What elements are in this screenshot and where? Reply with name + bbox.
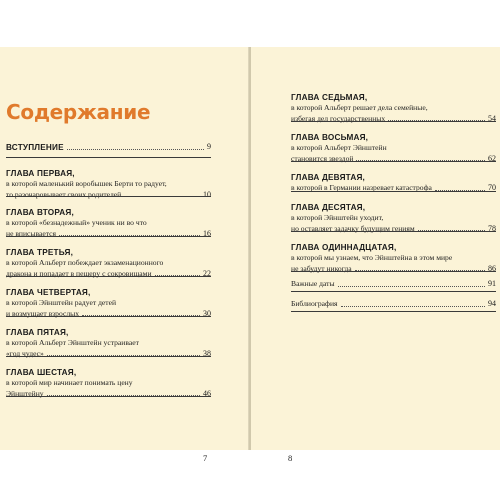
chapter-heading: ГЛАВА ДЕСЯТАЯ, bbox=[291, 203, 366, 212]
chapter-heading: ГЛАВА СЕДЬМАЯ, bbox=[291, 93, 368, 102]
toc-line bbox=[291, 213, 496, 224]
entry-divider bbox=[291, 191, 496, 192]
chapter-description: не забудут никогда bbox=[291, 263, 352, 273]
toc-line bbox=[291, 264, 496, 275]
toc-line bbox=[6, 142, 211, 153]
toc-line bbox=[291, 143, 496, 154]
chapter-heading: ГЛАВА ВТОРАЯ, bbox=[6, 208, 74, 217]
chapter-heading: ГЛАВА ПЯТАЯ, bbox=[6, 328, 69, 337]
toc-line bbox=[6, 378, 211, 389]
entry-divider bbox=[6, 316, 211, 317]
entry-divider bbox=[6, 157, 211, 158]
dot-leader bbox=[338, 286, 485, 287]
toc-entry[interactable] bbox=[291, 242, 496, 274]
page-ref: 94 bbox=[488, 299, 496, 308]
toc-line bbox=[291, 114, 496, 125]
toc-line bbox=[291, 299, 496, 310]
page-ref: 91 bbox=[488, 279, 496, 288]
left-page bbox=[0, 47, 249, 463]
chapter-description: в которой Альберт побеждает экзаменационного bbox=[6, 258, 164, 267]
toc-line bbox=[291, 253, 496, 264]
chapter-description: в которой Эйнштейн уходит, bbox=[291, 213, 384, 222]
page-number-left: 7 bbox=[203, 453, 208, 463]
entry-divider bbox=[291, 231, 496, 232]
page-ref: 86 bbox=[488, 263, 496, 273]
chapter-description: Библиография bbox=[291, 299, 338, 308]
toc-line bbox=[6, 309, 211, 320]
toc-line bbox=[6, 338, 211, 349]
toc-entry[interactable] bbox=[6, 247, 211, 279]
chapter-description: то разочаровывает своих родителей bbox=[6, 189, 122, 199]
chapter-description: избегая дел государственных bbox=[291, 113, 386, 123]
toc-entry[interactable] bbox=[291, 132, 496, 164]
page-ref: 38 bbox=[203, 348, 211, 358]
chapter-description: в которой «безнадежный» ученик ни во что bbox=[6, 218, 147, 227]
chapter-heading: ГЛАВА ТРЕТЬЯ, bbox=[6, 248, 74, 257]
toc-entry[interactable] bbox=[291, 279, 496, 290]
entry-divider bbox=[6, 356, 211, 357]
page-ref: 62 bbox=[488, 153, 496, 163]
chapter-description: дракона и попадает в пещеру с сокровищами bbox=[6, 268, 152, 278]
page-ref: 16 bbox=[203, 228, 211, 238]
toc-line bbox=[291, 183, 496, 194]
chapter-heading: ГЛАВА ЧЕТВЕРТАЯ, bbox=[6, 288, 91, 297]
toc-line bbox=[6, 190, 211, 201]
toc-entry[interactable] bbox=[291, 92, 496, 124]
toc-line bbox=[6, 349, 211, 360]
chapter-description: не вписывается bbox=[6, 228, 57, 238]
entry-divider bbox=[291, 121, 496, 122]
toc-entry[interactable] bbox=[291, 202, 496, 234]
entry-divider bbox=[6, 196, 211, 197]
chapter-heading: ГЛАВА ШЕСТАЯ, bbox=[6, 368, 77, 377]
entry-divider bbox=[291, 291, 496, 292]
page-ref: 78 bbox=[488, 223, 496, 233]
chapter-heading: ГЛАВА ОДИННАДЦАТАЯ, bbox=[291, 243, 397, 252]
chapter-heading: ГЛАВА ДЕВЯТАЯ, bbox=[291, 173, 366, 182]
toc-line bbox=[6, 218, 211, 229]
dot-leader bbox=[67, 149, 204, 150]
entry-divider bbox=[6, 276, 211, 277]
toc-line bbox=[6, 258, 211, 269]
chapter-description: Эйнштейну bbox=[6, 388, 44, 398]
chapter-description: становится звездой bbox=[291, 153, 354, 163]
chapter-heading: ГЛАВА ПЕРВАЯ, bbox=[6, 169, 75, 178]
toc-line bbox=[291, 154, 496, 165]
chapter-description: в которой Альберт решает дела семейные, bbox=[291, 103, 428, 112]
toc-entry[interactable] bbox=[6, 142, 211, 153]
right-page bbox=[251, 47, 500, 463]
chapter-description: в которой маленький воробышек Берти то радует, bbox=[6, 179, 167, 188]
chapter-description: в которой мы узнаем, что Эйнштейна в этом мире bbox=[291, 253, 453, 262]
contents-title: Содержание bbox=[6, 100, 151, 124]
page-ref: 46 bbox=[203, 388, 211, 398]
page-ref: 30 bbox=[203, 308, 211, 318]
chapter-description: в которой Альберт Эйнштейн bbox=[291, 143, 387, 152]
toc-line bbox=[291, 279, 496, 290]
entry-divider bbox=[291, 161, 496, 162]
toc-entry[interactable] bbox=[291, 299, 496, 310]
entry-divider bbox=[6, 396, 211, 397]
entry-divider bbox=[6, 236, 211, 237]
chapter-description: Важные даты bbox=[291, 279, 335, 288]
chapter-description: в которой Эйнштейн радует детей bbox=[6, 298, 117, 307]
toc-line bbox=[6, 389, 211, 400]
page-ref: 54 bbox=[488, 113, 496, 123]
chapter-heading: ГЛАВА ВОСЬМАЯ, bbox=[291, 133, 369, 142]
chapter-description: но оставляет задачку будущим гениям bbox=[291, 223, 415, 233]
page-ref: 9 bbox=[207, 142, 211, 152]
entry-divider bbox=[291, 311, 496, 312]
toc-entry[interactable] bbox=[6, 287, 211, 319]
toc-line bbox=[291, 103, 496, 114]
toc-line bbox=[6, 298, 211, 309]
chapter-description: в которой мир начинает понимать цену bbox=[6, 378, 133, 387]
toc-line bbox=[6, 269, 211, 280]
page-ref: 10 bbox=[203, 189, 211, 199]
toc-line bbox=[6, 229, 211, 240]
page-ref: 70 bbox=[488, 183, 496, 192]
toc-entry[interactable] bbox=[6, 367, 211, 399]
toc-entry[interactable] bbox=[6, 327, 211, 359]
page-ref: 22 bbox=[203, 268, 211, 278]
chapter-description: в которой Альберт Эйнштейн устраивает bbox=[6, 338, 139, 347]
toc-line bbox=[291, 224, 496, 235]
chapter-heading: ВСТУПЛЕНИЕ bbox=[6, 143, 64, 152]
chapter-description: «год чудес» bbox=[6, 348, 44, 358]
toc-entry[interactable] bbox=[6, 207, 211, 239]
page-number-right: 8 bbox=[288, 453, 293, 463]
dot-leader bbox=[341, 306, 485, 307]
toc-line bbox=[6, 179, 211, 190]
chapter-description: и возмущает взрослых bbox=[6, 308, 80, 318]
entry-divider bbox=[291, 271, 496, 272]
chapter-description: в которой в Германии назревает катастрофа bbox=[291, 183, 432, 192]
